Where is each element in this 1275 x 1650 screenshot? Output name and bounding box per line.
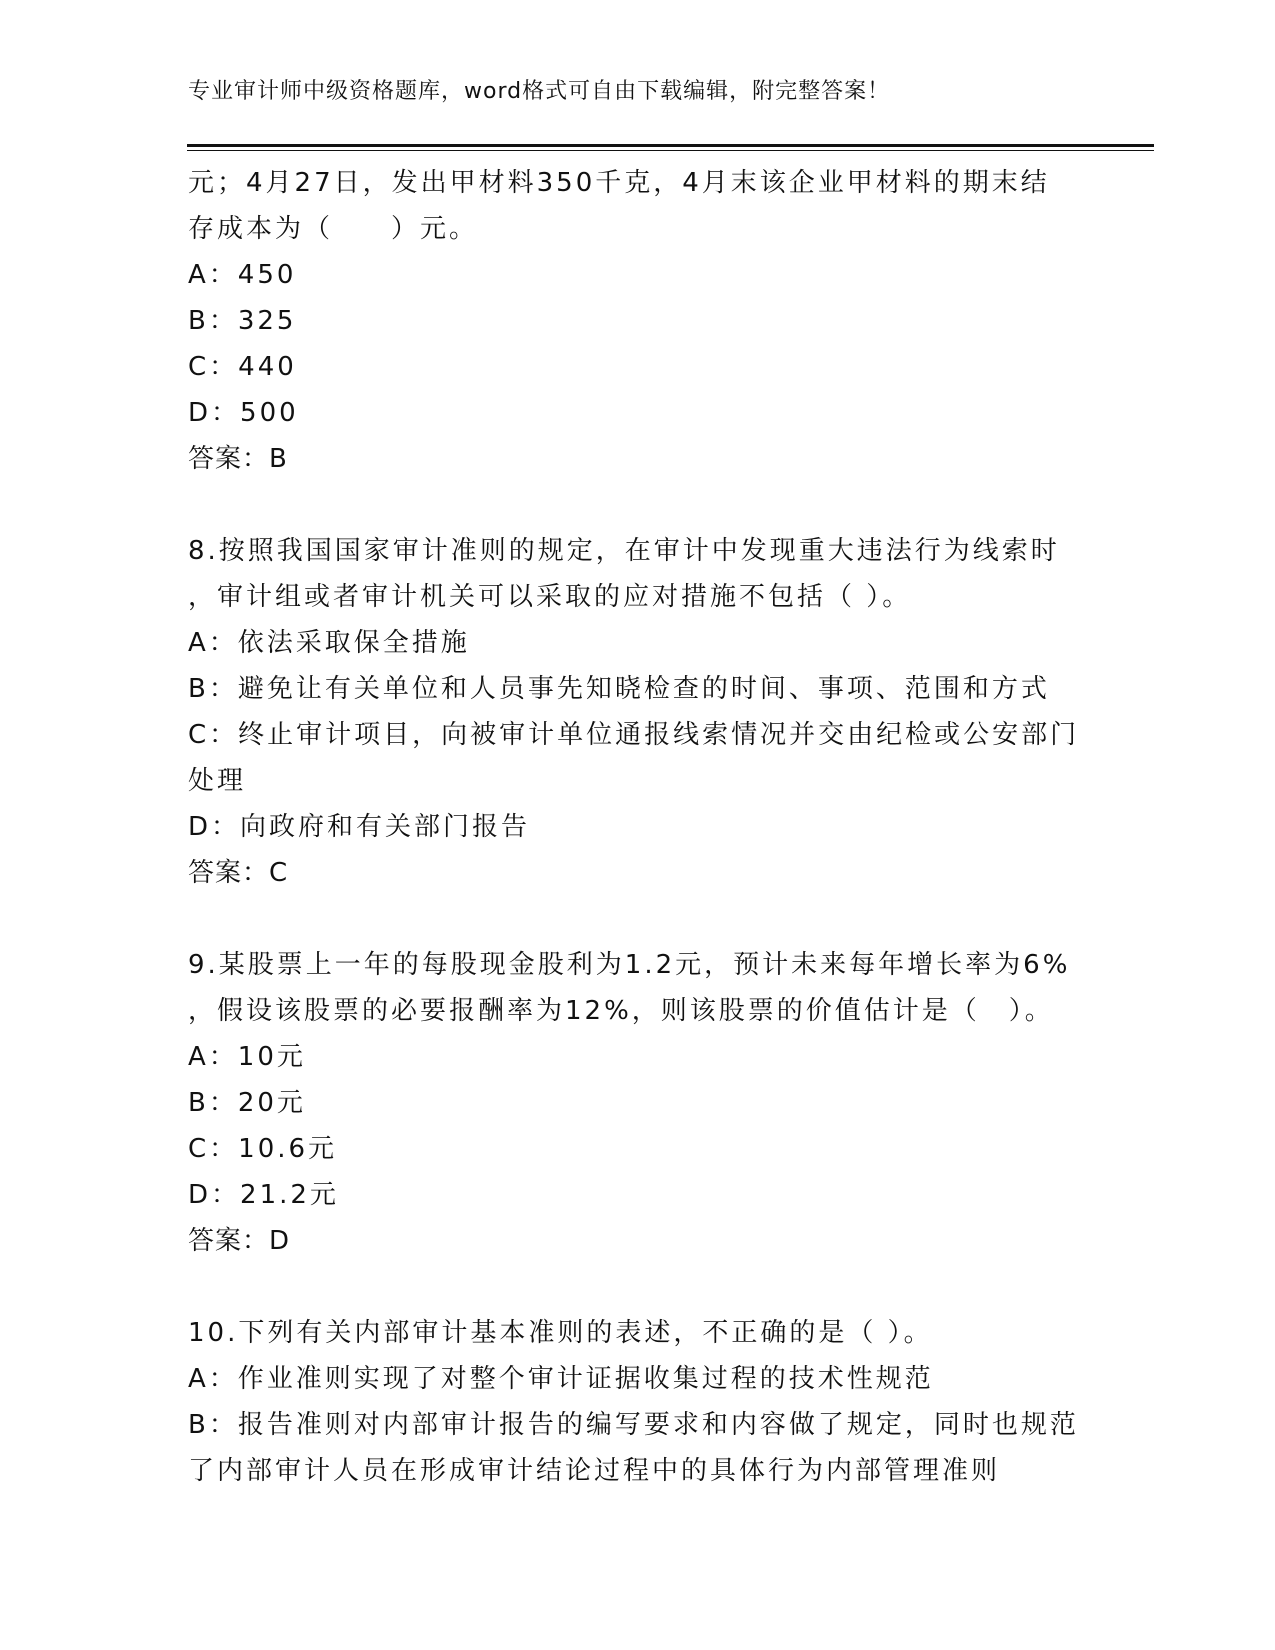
option-d: D：500 bbox=[188, 398, 299, 428]
question-7-continued bbox=[188, 160, 1088, 482]
question-stem-line: ，假设该股票的必要报酬率为12%，则该股票的价值估计是（ ）。 bbox=[188, 996, 1054, 1026]
question-stem-line: 9.某股票上一年的每股现金股利为1.2元，预计未来每年增长率为6% bbox=[188, 950, 1071, 980]
question-stem-line: 元；4月27日，发出甲材料350千克，4月末该企业甲材料的期末结 bbox=[188, 168, 1050, 198]
option-a: A：450 bbox=[188, 260, 297, 290]
answer-line: 答案：B bbox=[188, 444, 288, 474]
spacer bbox=[188, 482, 1088, 528]
option-a: A：作业准则实现了对整个审计证据收集过程的技术性规范 bbox=[188, 1364, 934, 1394]
question-stem-line: 8.按照我国国家审计准则的规定，在审计中发现重大违法行为线索时 bbox=[188, 536, 1060, 566]
question-stem-line: 10.下列有关内部审计基本准则的表述，不正确的是（ ）。 bbox=[188, 1318, 933, 1348]
question-9 bbox=[188, 942, 1088, 1264]
answer-line: 答案：D bbox=[188, 1226, 291, 1256]
question-8 bbox=[188, 528, 1088, 896]
option-b: B：避免让有关单位和人员事先知晓检查的时间、事项、范围和方式 bbox=[188, 674, 1050, 704]
question-stem-line: ，审计组或者审计机关可以采取的应对措施不包括（ ）。 bbox=[188, 582, 912, 612]
option-c: C：440 bbox=[188, 352, 297, 382]
spacer bbox=[188, 1264, 1088, 1310]
header-rule-thin bbox=[187, 150, 1154, 151]
answer-line: 答案：C bbox=[188, 858, 289, 888]
option-c: C：终止审计项目，向被审计单位通报线索情况并交由纪检或公安部门 bbox=[188, 720, 1080, 750]
question-10 bbox=[188, 1310, 1088, 1494]
question-content bbox=[188, 160, 1088, 1494]
option-c: C：10.6元 bbox=[188, 1134, 338, 1164]
option-b: B：报告准则对内部审计报告的编写要求和内容做了规定，同时也规范 bbox=[188, 1410, 1079, 1440]
header-rule-thick bbox=[187, 144, 1154, 147]
spacer bbox=[188, 896, 1088, 942]
option-d: D：向政府和有关部门报告 bbox=[188, 812, 531, 842]
page-header: 专业审计师中级资格题库，word格式可自由下载编辑，附完整答案！ bbox=[188, 79, 891, 104]
option-b: B：325 bbox=[188, 306, 297, 336]
question-stem-line: 存成本为（ ）元。 bbox=[188, 214, 479, 244]
option-a: A：10元 bbox=[188, 1042, 306, 1072]
option-d: D：21.2元 bbox=[188, 1180, 339, 1210]
option-b: B：20元 bbox=[188, 1088, 306, 1118]
option-c-continued: 处理 bbox=[188, 766, 247, 796]
option-b-continued: 了内部审计人员在形成审计结论过程中的具体行为内部管理准则 bbox=[188, 1456, 1001, 1486]
option-a: A：依法采取保全措施 bbox=[188, 628, 470, 658]
